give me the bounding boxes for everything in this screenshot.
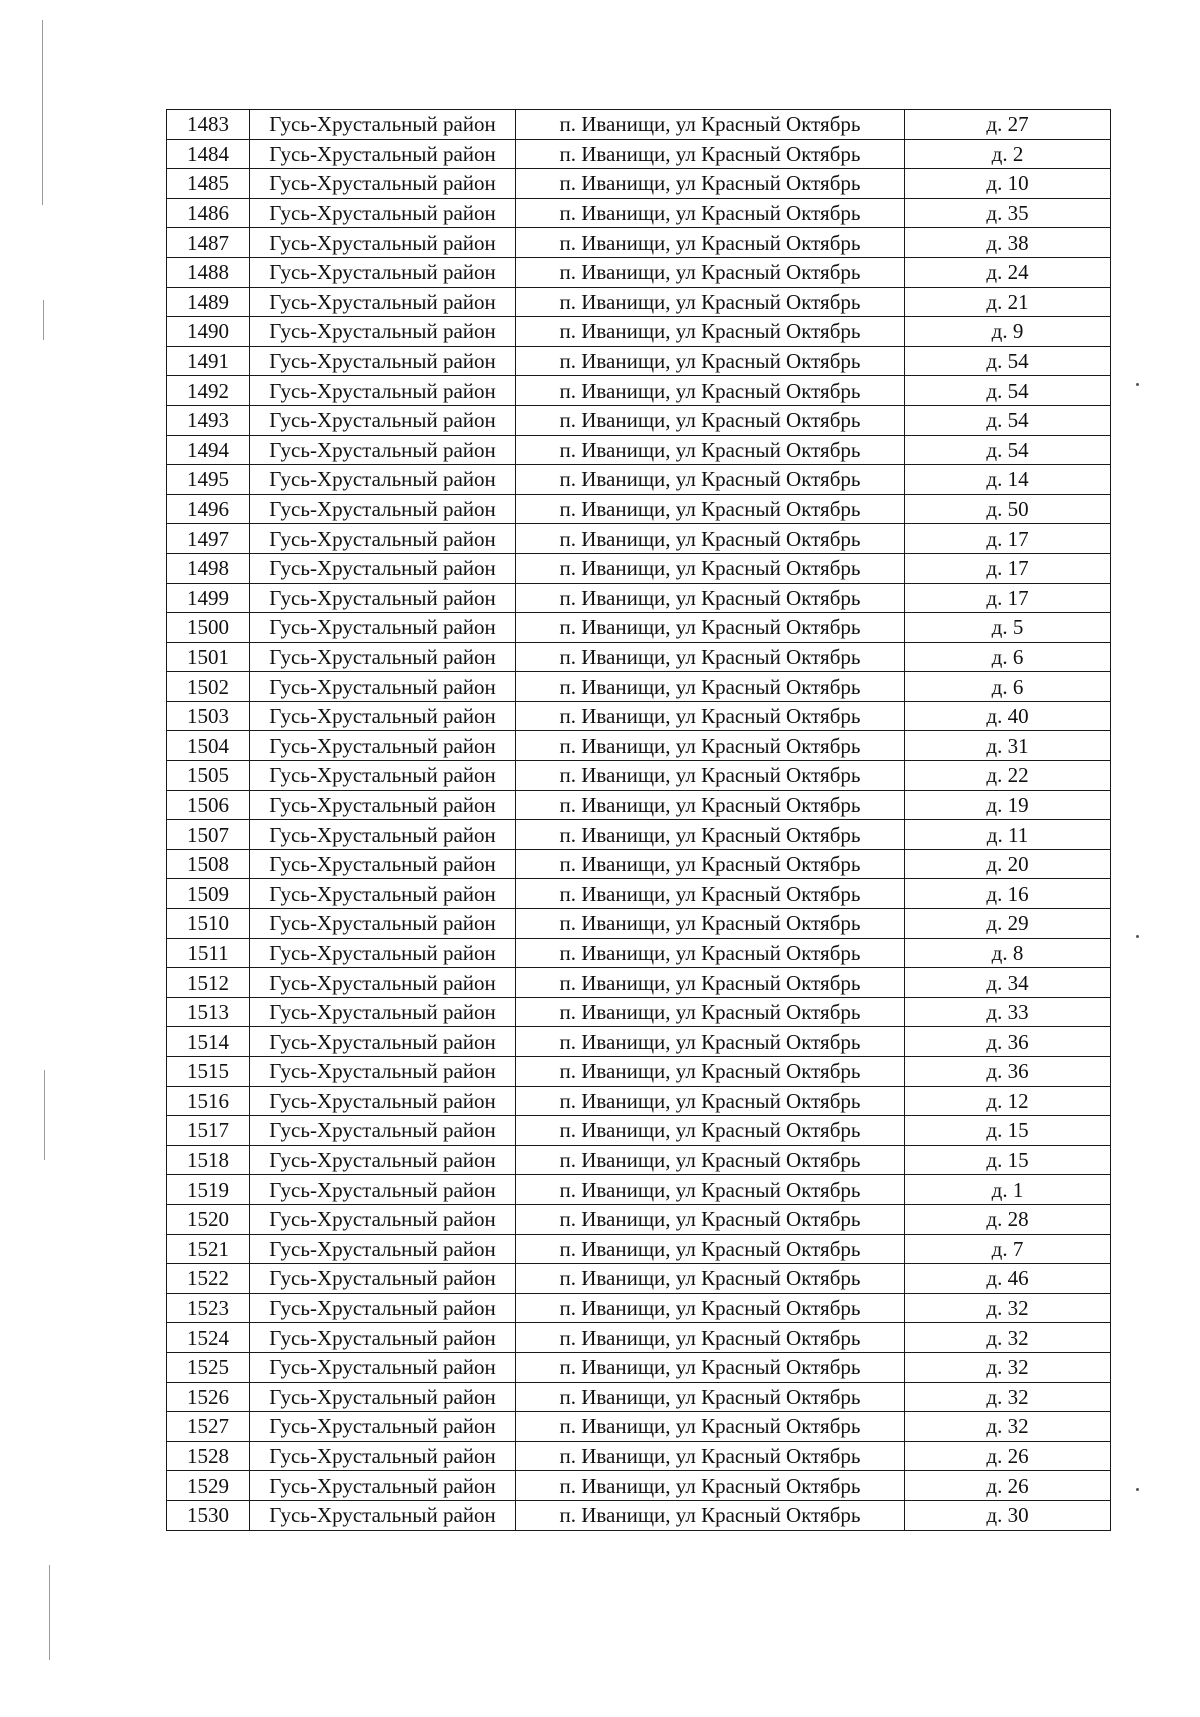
street-cell: п. Иванищи, ул Красный Октябрь (516, 1441, 905, 1471)
scan-artifact-dot (1136, 383, 1139, 386)
house-number-cell: д. 34 (905, 968, 1111, 998)
street-cell: п. Иванищи, ул Красный Октябрь (516, 524, 905, 554)
house-number-cell: д. 1 (905, 1175, 1111, 1205)
district-cell: Гусь-Хрустальный район (250, 968, 516, 998)
house-number-cell: д. 24 (905, 257, 1111, 287)
row-number-cell: 1490 (167, 317, 250, 347)
street-cell: п. Иванищи, ул Красный Октябрь (516, 672, 905, 702)
house-number-cell: д. 32 (905, 1352, 1111, 1382)
row-number-cell: 1497 (167, 524, 250, 554)
street-cell: п. Иванищи, ул Красный Октябрь (516, 1323, 905, 1353)
street-cell: п. Иванищи, ул Красный Октябрь (516, 968, 905, 998)
house-number-cell: д. 50 (905, 494, 1111, 524)
table-row (167, 1500, 1111, 1530)
table-row (167, 465, 1111, 495)
district-cell: Гусь-Хрустальный район (250, 494, 516, 524)
row-number-cell: 1523 (167, 1293, 250, 1323)
house-number-cell: д. 19 (905, 790, 1111, 820)
district-cell: Гусь-Хрустальный район (250, 1471, 516, 1501)
house-number-cell: д. 54 (905, 405, 1111, 435)
row-number-cell: 1496 (167, 494, 250, 524)
row-number-cell: 1499 (167, 583, 250, 613)
house-number-cell: д. 54 (905, 435, 1111, 465)
table-row (167, 1293, 1111, 1323)
district-cell: Гусь-Хрустальный район (250, 642, 516, 672)
district-cell: Гусь-Хрустальный район (250, 1086, 516, 1116)
house-number-cell: д. 33 (905, 997, 1111, 1027)
district-cell: Гусь-Хрустальный район (250, 257, 516, 287)
table-row (167, 701, 1111, 731)
house-number-cell: д. 35 (905, 198, 1111, 228)
house-number-cell: д. 10 (905, 169, 1111, 199)
table-row (167, 257, 1111, 287)
street-cell: п. Иванищи, ул Красный Октябрь (516, 1175, 905, 1205)
street-cell: п. Иванищи, ул Красный Октябрь (516, 257, 905, 287)
row-number-cell: 1514 (167, 1027, 250, 1057)
table-row (167, 909, 1111, 939)
house-number-cell: д. 8 (905, 938, 1111, 968)
table-row (167, 1086, 1111, 1116)
street-cell: п. Иванищи, ул Красный Октябрь (516, 1145, 905, 1175)
row-number-cell: 1502 (167, 672, 250, 702)
district-cell: Гусь-Хрустальный район (250, 198, 516, 228)
row-number-cell: 1516 (167, 1086, 250, 1116)
row-number-cell: 1513 (167, 997, 250, 1027)
row-number-cell: 1486 (167, 198, 250, 228)
street-cell: п. Иванищи, ул Красный Октябрь (516, 1116, 905, 1146)
row-number-cell: 1518 (167, 1145, 250, 1175)
table-row (167, 405, 1111, 435)
street-cell: п. Иванищи, ул Красный Октябрь (516, 1204, 905, 1234)
street-cell: п. Иванищи, ул Красный Октябрь (516, 761, 905, 791)
house-number-cell: д. 21 (905, 287, 1111, 317)
row-number-cell: 1508 (167, 849, 250, 879)
house-number-cell: д. 2 (905, 139, 1111, 169)
street-cell: п. Иванищи, ул Красный Октябрь (516, 1057, 905, 1087)
row-number-cell: 1484 (167, 139, 250, 169)
scan-artifact-line (43, 300, 44, 340)
scan-artifact-line (49, 1565, 50, 1660)
address-table-body (167, 110, 1111, 1531)
row-number-cell: 1520 (167, 1204, 250, 1234)
district-cell: Гусь-Хрустальный район (250, 1145, 516, 1175)
table-row (167, 346, 1111, 376)
table-row (167, 1382, 1111, 1412)
district-cell: Гусь-Хрустальный район (250, 997, 516, 1027)
house-number-cell: д. 36 (905, 1027, 1111, 1057)
house-number-cell: д. 27 (905, 110, 1111, 140)
street-cell: п. Иванищи, ул Красный Октябрь (516, 1264, 905, 1294)
district-cell: Гусь-Хрустальный район (250, 376, 516, 406)
house-number-cell: д. 31 (905, 731, 1111, 761)
row-number-cell: 1504 (167, 731, 250, 761)
street-cell: п. Иванищи, ул Красный Октябрь (516, 465, 905, 495)
street-cell: п. Иванищи, ул Красный Октябрь (516, 1352, 905, 1382)
house-number-cell: д. 14 (905, 465, 1111, 495)
scan-artifact-line (42, 20, 43, 205)
street-cell: п. Иванищи, ул Красный Октябрь (516, 909, 905, 939)
house-number-cell: д. 32 (905, 1412, 1111, 1442)
house-number-cell: д. 9 (905, 317, 1111, 347)
table-row (167, 287, 1111, 317)
street-cell: п. Иванищи, ул Красный Октябрь (516, 494, 905, 524)
street-cell: п. Иванищи, ул Красный Октябрь (516, 701, 905, 731)
row-number-cell: 1526 (167, 1382, 250, 1412)
house-number-cell: д. 11 (905, 820, 1111, 850)
house-number-cell: д. 54 (905, 346, 1111, 376)
row-number-cell: 1510 (167, 909, 250, 939)
row-number-cell: 1503 (167, 701, 250, 731)
district-cell: Гусь-Хрустальный район (250, 1352, 516, 1382)
district-cell: Гусь-Хрустальный район (250, 1204, 516, 1234)
house-number-cell: д. 32 (905, 1293, 1111, 1323)
row-number-cell: 1489 (167, 287, 250, 317)
district-cell: Гусь-Хрустальный район (250, 465, 516, 495)
street-cell: п. Иванищи, ул Красный Октябрь (516, 642, 905, 672)
table-row (167, 1441, 1111, 1471)
table-row (167, 169, 1111, 199)
house-number-cell: д. 15 (905, 1145, 1111, 1175)
table-row (167, 494, 1111, 524)
house-number-cell: д. 17 (905, 553, 1111, 583)
street-cell: п. Иванищи, ул Красный Октябрь (516, 1471, 905, 1501)
scan-artifact-line (44, 1070, 45, 1160)
row-number-cell: 1505 (167, 761, 250, 791)
street-cell: п. Иванищи, ул Красный Октябрь (516, 110, 905, 140)
house-number-cell: д. 5 (905, 613, 1111, 643)
street-cell: п. Иванищи, ул Красный Октябрь (516, 139, 905, 169)
district-cell: Гусь-Хрустальный район (250, 672, 516, 702)
row-number-cell: 1483 (167, 110, 250, 140)
street-cell: п. Иванищи, ул Красный Октябрь (516, 169, 905, 199)
district-cell: Гусь-Хрустальный район (250, 1412, 516, 1442)
district-cell: Гусь-Хрустальный район (250, 1382, 516, 1412)
district-cell: Гусь-Хрустальный район (250, 317, 516, 347)
street-cell: п. Иванищи, ул Красный Октябрь (516, 1382, 905, 1412)
house-number-cell: д. 26 (905, 1441, 1111, 1471)
house-number-cell: д. 28 (905, 1204, 1111, 1234)
row-number-cell: 1485 (167, 169, 250, 199)
house-number-cell: д. 12 (905, 1086, 1111, 1116)
street-cell: п. Иванищи, ул Красный Октябрь (516, 790, 905, 820)
table-row (167, 1352, 1111, 1382)
street-cell: п. Иванищи, ул Красный Октябрь (516, 820, 905, 850)
row-number-cell: 1501 (167, 642, 250, 672)
district-cell: Гусь-Хрустальный район (250, 1293, 516, 1323)
house-number-cell: д. 36 (905, 1057, 1111, 1087)
row-number-cell: 1487 (167, 228, 250, 258)
district-cell: Гусь-Хрустальный район (250, 583, 516, 613)
district-cell: Гусь-Хрустальный район (250, 820, 516, 850)
street-cell: п. Иванищи, ул Красный Октябрь (516, 997, 905, 1027)
row-number-cell: 1493 (167, 405, 250, 435)
district-cell: Гусь-Хрустальный район (250, 1057, 516, 1087)
table-row (167, 435, 1111, 465)
scan-artifact-dot (1136, 1488, 1139, 1491)
row-number-cell: 1517 (167, 1116, 250, 1146)
table-row (167, 139, 1111, 169)
table-row (167, 1175, 1111, 1205)
district-cell: Гусь-Хрустальный район (250, 228, 516, 258)
district-cell: Гусь-Хрустальный район (250, 1116, 516, 1146)
table-row (167, 524, 1111, 554)
district-cell: Гусь-Хрустальный район (250, 1234, 516, 1264)
table-row (167, 553, 1111, 583)
house-number-cell: д. 17 (905, 583, 1111, 613)
table-row (167, 228, 1111, 258)
street-cell: п. Иванищи, ул Красный Октябрь (516, 435, 905, 465)
row-number-cell: 1530 (167, 1500, 250, 1530)
row-number-cell: 1511 (167, 938, 250, 968)
table-row (167, 1057, 1111, 1087)
district-cell: Гусь-Хрустальный район (250, 346, 516, 376)
row-number-cell: 1519 (167, 1175, 250, 1205)
table-row (167, 1116, 1111, 1146)
street-cell: п. Иванищи, ул Красный Октябрь (516, 938, 905, 968)
row-number-cell: 1529 (167, 1471, 250, 1501)
house-number-cell: д. 29 (905, 909, 1111, 939)
table-row (167, 1471, 1111, 1501)
district-cell: Гусь-Хрустальный район (250, 938, 516, 968)
row-number-cell: 1500 (167, 613, 250, 643)
scan-artifact-dot (1136, 935, 1139, 938)
house-number-cell: д. 6 (905, 672, 1111, 702)
house-number-cell: д. 26 (905, 1471, 1111, 1501)
street-cell: п. Иванищи, ул Красный Октябрь (516, 1086, 905, 1116)
street-cell: п. Иванищи, ул Красный Октябрь (516, 228, 905, 258)
street-cell: п. Иванищи, ул Красный Октябрь (516, 198, 905, 228)
row-number-cell: 1509 (167, 879, 250, 909)
table-row (167, 968, 1111, 998)
district-cell: Гусь-Хрустальный район (250, 169, 516, 199)
street-cell: п. Иванищи, ул Красный Октябрь (516, 583, 905, 613)
table-row (167, 820, 1111, 850)
district-cell: Гусь-Хрустальный район (250, 790, 516, 820)
district-cell: Гусь-Хрустальный район (250, 139, 516, 169)
district-cell: Гусь-Хрустальный район (250, 405, 516, 435)
district-cell: Гусь-Хрустальный район (250, 1500, 516, 1530)
table-row (167, 879, 1111, 909)
district-cell: Гусь-Хрустальный район (250, 761, 516, 791)
district-cell: Гусь-Хрустальный район (250, 879, 516, 909)
street-cell: п. Иванищи, ул Красный Октябрь (516, 613, 905, 643)
district-cell: Гусь-Хрустальный район (250, 731, 516, 761)
street-cell: п. Иванищи, ул Красный Октябрь (516, 317, 905, 347)
row-number-cell: 1495 (167, 465, 250, 495)
table-row (167, 1323, 1111, 1353)
district-cell: Гусь-Хрустальный район (250, 1264, 516, 1294)
table-row (167, 672, 1111, 702)
house-number-cell: д. 38 (905, 228, 1111, 258)
row-number-cell: 1522 (167, 1264, 250, 1294)
table-row (167, 110, 1111, 140)
address-table (166, 109, 1111, 1531)
district-cell: Гусь-Хрустальный район (250, 435, 516, 465)
house-number-cell: д. 17 (905, 524, 1111, 554)
district-cell: Гусь-Хрустальный район (250, 1441, 516, 1471)
house-number-cell: д. 22 (905, 761, 1111, 791)
table-row (167, 642, 1111, 672)
street-cell: п. Иванищи, ул Красный Октябрь (516, 376, 905, 406)
street-cell: п. Иванищи, ул Красный Октябрь (516, 1412, 905, 1442)
table-row (167, 1204, 1111, 1234)
table-row (167, 1412, 1111, 1442)
street-cell: п. Иванищи, ул Красный Октябрь (516, 287, 905, 317)
table-row (167, 761, 1111, 791)
row-number-cell: 1492 (167, 376, 250, 406)
table-row (167, 997, 1111, 1027)
table-row (167, 731, 1111, 761)
row-number-cell: 1494 (167, 435, 250, 465)
table-row (167, 317, 1111, 347)
district-cell: Гусь-Хрустальный район (250, 1175, 516, 1205)
street-cell: п. Иванищи, ул Красный Октябрь (516, 849, 905, 879)
row-number-cell: 1491 (167, 346, 250, 376)
district-cell: Гусь-Хрустальный район (250, 613, 516, 643)
house-number-cell: д. 20 (905, 849, 1111, 879)
table-row (167, 1145, 1111, 1175)
district-cell: Гусь-Хрустальный район (250, 1323, 516, 1353)
street-cell: п. Иванищи, ул Красный Октябрь (516, 1500, 905, 1530)
row-number-cell: 1507 (167, 820, 250, 850)
table-row (167, 1027, 1111, 1057)
house-number-cell: д. 46 (905, 1264, 1111, 1294)
row-number-cell: 1525 (167, 1352, 250, 1382)
row-number-cell: 1521 (167, 1234, 250, 1264)
house-number-cell: д. 32 (905, 1382, 1111, 1412)
district-cell: Гусь-Хрустальный район (250, 110, 516, 140)
table-row (167, 613, 1111, 643)
table-row (167, 198, 1111, 228)
table-row (167, 1264, 1111, 1294)
table-row (167, 790, 1111, 820)
district-cell: Гусь-Хрустальный район (250, 287, 516, 317)
house-number-cell: д. 30 (905, 1500, 1111, 1530)
house-number-cell: д. 7 (905, 1234, 1111, 1264)
row-number-cell: 1512 (167, 968, 250, 998)
district-cell: Гусь-Хрустальный район (250, 1027, 516, 1057)
street-cell: п. Иванищи, ул Красный Октябрь (516, 553, 905, 583)
row-number-cell: 1498 (167, 553, 250, 583)
district-cell: Гусь-Хрустальный район (250, 524, 516, 554)
street-cell: п. Иванищи, ул Красный Октябрь (516, 1234, 905, 1264)
row-number-cell: 1506 (167, 790, 250, 820)
house-number-cell: д. 15 (905, 1116, 1111, 1146)
house-number-cell: д. 6 (905, 642, 1111, 672)
table-row (167, 849, 1111, 879)
district-cell: Гусь-Хрустальный район (250, 701, 516, 731)
house-number-cell: д. 16 (905, 879, 1111, 909)
house-number-cell: д. 54 (905, 376, 1111, 406)
table-row (167, 376, 1111, 406)
house-number-cell: д. 40 (905, 701, 1111, 731)
table-row (167, 938, 1111, 968)
row-number-cell: 1488 (167, 257, 250, 287)
house-number-cell: д. 32 (905, 1323, 1111, 1353)
table-row (167, 1234, 1111, 1264)
district-cell: Гусь-Хрустальный район (250, 909, 516, 939)
row-number-cell: 1527 (167, 1412, 250, 1442)
street-cell: п. Иванищи, ул Красный Октябрь (516, 346, 905, 376)
row-number-cell: 1515 (167, 1057, 250, 1087)
district-cell: Гусь-Хрустальный район (250, 553, 516, 583)
street-cell: п. Иванищи, ул Красный Октябрь (516, 879, 905, 909)
district-cell: Гусь-Хрустальный район (250, 849, 516, 879)
street-cell: п. Иванищи, ул Красный Октябрь (516, 405, 905, 435)
street-cell: п. Иванищи, ул Красный Октябрь (516, 1293, 905, 1323)
street-cell: п. Иванищи, ул Красный Октябрь (516, 1027, 905, 1057)
row-number-cell: 1524 (167, 1323, 250, 1353)
table-row (167, 583, 1111, 613)
row-number-cell: 1528 (167, 1441, 250, 1471)
street-cell: п. Иванищи, ул Красный Октябрь (516, 731, 905, 761)
